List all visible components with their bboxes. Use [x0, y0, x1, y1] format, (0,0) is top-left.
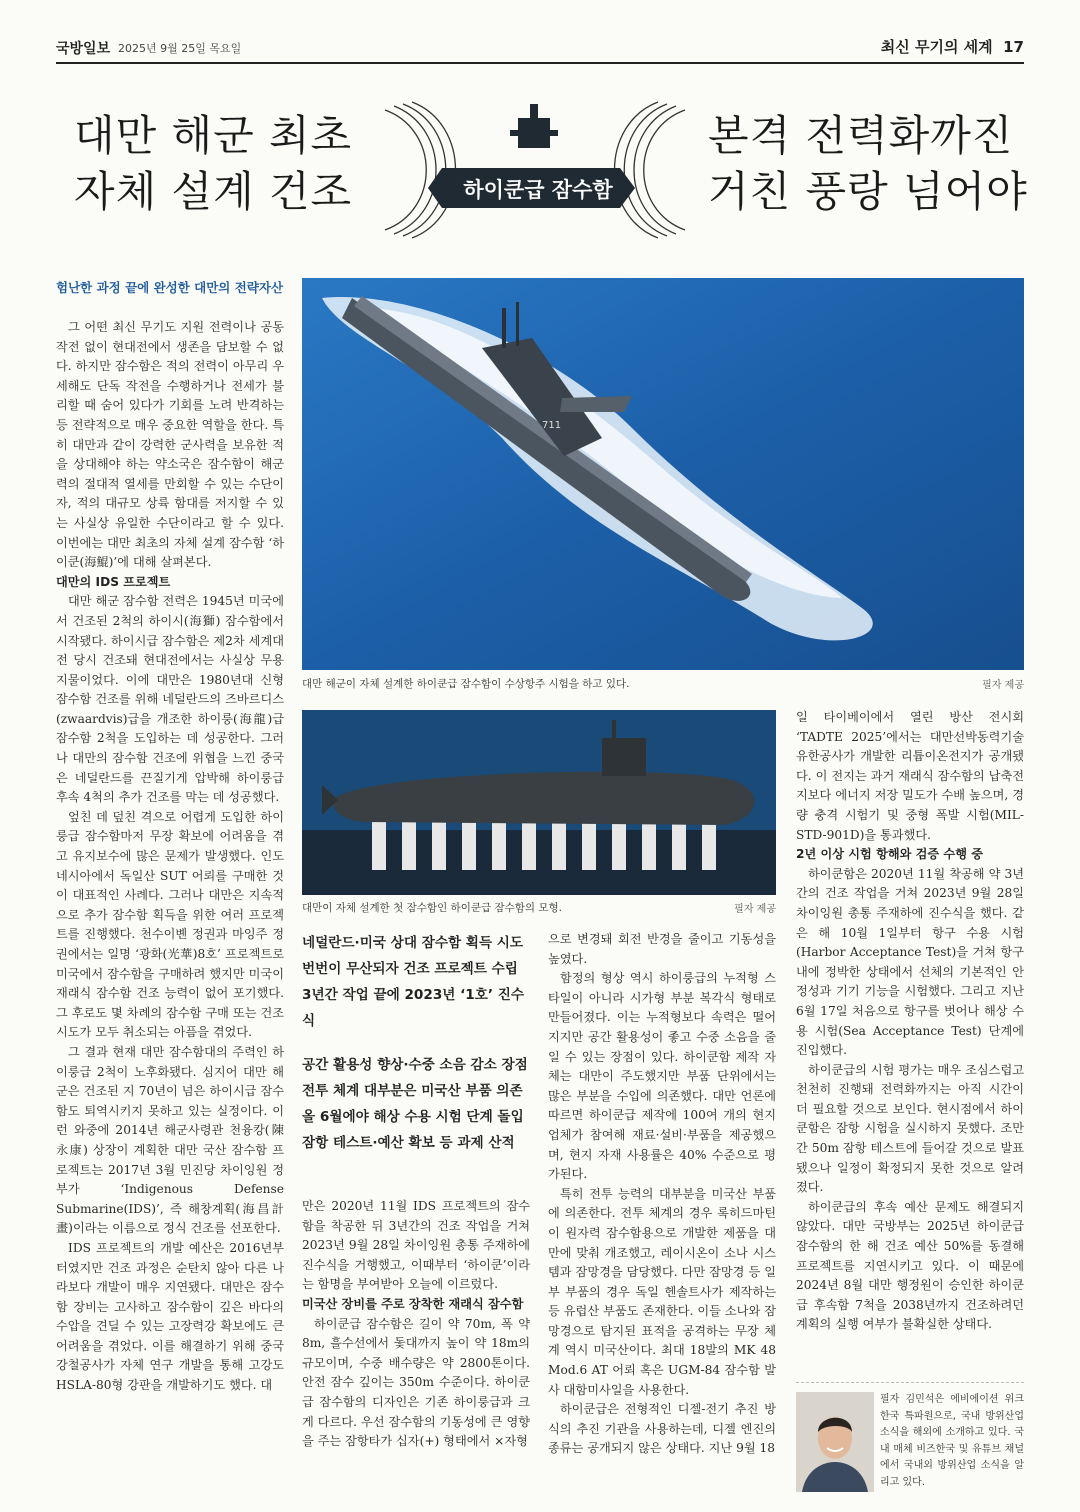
article-kicker: 험난한 과정 끝에 완성한 대만의 전략자산 [56, 280, 284, 295]
headline-left [74, 108, 352, 220]
paragraph: 일 타이베이에서 열린 방산 전시회 ‘TADTE 2025’에서는 대만선박동력기술유한공사가 개발한 리튬이온전지가 공개됐다. 이 전지는 과거 재래식 잠수함의 납축전지보다 에너지 저장 밀도가 수배 높으며, 경량 충격 시험기 및 중형 폭발 시험(MIL-STD-901D)을 통과했다. [796, 710, 1024, 842]
paragraph: 으로 변경돼 회전 반경을 줄이고 기동성을 높였다. [548, 932, 776, 966]
paragraph: 만은 2020년 11월 IDS 프로젝트의 잠수함을 착공한 뒤 3년간의 건조 작업을 거쳐 2023년 9월 28일 차이잉원 총통 주재하에 진수식을 거행했고, 이때부터 ‘하이쿤’이라는 함명을 부여받아 오늘에 이르렀다. [302, 1199, 530, 1292]
masthead: 국방일보 [56, 41, 111, 57]
issue-date: 2025년 9월 25일 목요일 [118, 42, 242, 55]
paragraph: 하이쿤함은 2020년 11월 착공해 약 3년간의 건조 작업을 거쳐 2023년 9월 28일 차이잉원 총통 주재하에 진수식을 했다. 같은 해 10월 1일부터 항구 수용 시험(Harbor Acceptance Test)을 거쳐 항구 내에 정박한 상태에서 선체의 기본적인 안정성과 기기 기능을 시험했다. 그리고 지난 6월 17일 처음으로 항구를 벗어나 해상 수용 시험(Sea Acceptance Test) 단계에 진입했다. [796, 866, 1024, 1058]
hull-number: 711 [542, 420, 562, 431]
paragraph: 하이쿤급의 후속 예산 문제도 해결되지 않았다. 대만 국방부는 2025년 하이쿤급 잠수함의 한 해 건조 예산 50%를 동결해 프로젝트를 지연시키고 있다. 이 때문에 2024년 8월 대만 행정원이 승인한 하이쿤급 후속함 7척을 2038년까지 건조하려던 계획의 실행 여부가 불확실한 상태다. [796, 1199, 1024, 1332]
paragraph: 엎친 데 덮친 격으로 어렵게 도입한 하이룽급 잠수함마저 무장 확보에 어려움을 겪고 유지보수에 많은 문제가 발생했다. 인도네시아에서 독일산 SUT 어뢰를 구매한 것이 대표적인 사례다. 그러나 대만은 지속적으로 추가 잠수함 획득을 위한 여러 프로젝트를 진행했다. 천수이볜 정권과 마잉주 정권에서는 일명 ‘광화(光華)8호’ 프로젝트로 미국에서 잠수함을 구매하려 했지만 미국이 재래식 잠수함 건조 능력이 없어 포기했다. 그 후로도 몇 차례의 잠수함 구매 또는 건조 시도가 모두 취소되는 아픔을 겪었다. [56, 809, 284, 1040]
pull-quote-line: 공간 활용성 향상·수중 소음 감소 장점 [302, 1057, 528, 1073]
paragraph: 그 결과 현재 대만 잠수함대의 주력인 하이룽급 2척이 노후화됐다. 심지어 대만 해군은 건조된 지 70년이 넘은 하이시급 잠수함도 퇴역시키지 못하고 있는 실정이다. 이런 와중에 2014년 해군사령관 천융캉(陳永康) 상장이 계획한 대만 국산 잠수함 프로젝트는 2017년 3월 민진당 차이잉원 정부가 ‘Indigenous Defense Submarine(IDS)’, 즉 해창계획(海昌計畫)이라는 이름으로 정식 건조를 선포한다. [56, 1044, 284, 1236]
submarine-photo [302, 278, 1024, 670]
bio-divider [796, 1382, 1024, 1383]
paragraph: 하이쿤급의 시험 평가는 매우 조심스럽고 천천히 진행돼 전력화까지는 아직 시간이 더 필요할 것으로 보인다. 현시점에서 하이쿤함은 잠항 시험을 실시하지 못했다. 조만간 50m 잠항 테스트에 들어갈 것으로 발표됐으나 일정이 확정되지 못한 것으로 알려졌다. [796, 1062, 1024, 1195]
subheading: 2년 이상 시험 항해와 검증 수행 중 [796, 847, 983, 862]
pull-quote-line: 3년간 작업 끝에 2023년 ‘1호’ 진수식 [302, 987, 525, 1029]
article-column-1 [56, 318, 284, 1493]
paragraph: IDS 프로젝트의 개발 예산은 2016년부터였지만 건조 과정은 순탄치 않아 다른 나라보다 개발이 매우 지연됐다. 대만은 잠수함 장비는 고사하고 잠수함이 깊은 바다의 수압을 견딜 수 있는 고장력강 확보에도 큰 어려움을 겪었다. 이를 해결하기 위해 중국강철공사가 자체 연구 개발을 통해 고강도 HSLA-80형 강판을 개발하기도 했다. 대 [56, 1240, 284, 1393]
photo-credit: 필자 제공 [982, 680, 1024, 691]
article-column-4 [796, 708, 1024, 1368]
author-photo [796, 1392, 874, 1492]
model-photo-caption: 대만이 자체 설계한 첫 잠수함인 하이쿤급 잠수함의 모형. 필자 제공 [302, 902, 776, 915]
headline-left-line1: 대만 해군 최초 [74, 111, 353, 160]
subheading: 미국산 장비를 주로 장착한 재래식 잠수함 [302, 1296, 524, 1311]
pull-quote-line: 전투 체계 대부분은 미국산 부품 의존 [302, 1083, 523, 1099]
page-number: 17 [1003, 38, 1024, 56]
emblem-label: 하이쿤급 잠수함 [463, 178, 613, 202]
pull-quote-line: 올 6월에야 해상 수용 시험 단계 돌입 [302, 1109, 524, 1125]
paragraph: 하이쿤급 잠수함은 길이 약 70m, 폭 약 8m, 흘수선에서 돛대까지 높이 약 18m의 규모이며, 수중 배수량은 약 2800톤이다. 안전 잠수 깊이는 350m 수준이다. 하이쿤급 잠수함의 디자인은 기존 하이룽급과 크게 다르다. 우선 잠수함의 기동성에 큰 영향을 주는 잠항타가 십자(+) 형태에서 ×자형 [302, 1316, 530, 1449]
pull-quote [302, 930, 530, 1156]
author-bio: 필자 김민석은 에비에이션 위크 한국 특파원으로, 국내 방위산업 소식을 해외에 소개하고 있다. 국내 매체 비즈한국 및 유튜브 채널에서 국내외 방위산업 소식을 알리고 있다. [880, 1394, 1024, 1488]
submarine-model-photo [302, 710, 776, 895]
paragraph: 특히 전투 능력의 대부분을 미국산 부품에 의존한다. 전투 체계의 경우 록히드마틴이 원자력 잠수함용으로 개발한 제품을 대만에 맞춰 개조했고, 레이시온이 소나 시스템과 잠망경을 담당했다. 다만 잠망경 등 일부 부품의 경우 독일 헨솔트사가 제작하는 등 유럽산 부품도 존재한다. 이들 소나와 잠망경으로 탐지된 표적을 공격하는 무장 체계 역시 미국산이다. 최대 18발의 MK 48 Mod.6 AT 어뢰 혹은 UGM-84 잠수함 발사 대함미사일을 사용한다. [548, 1186, 776, 1397]
pull-quote-line: 잠항 테스트·예산 확보 등 과제 산적 [302, 1135, 515, 1151]
headline-right-line1: 본격 전력화까진 [708, 111, 1014, 160]
paragraph: 그 어떤 최신 무기도 지원 전력이나 공동작전 없이 현대전에서 생존을 담보할 수 없다. 하지만 잠수함은 적의 전력이 아무리 우세해도 단독 작전을 수행하거나 전세가 불리할 때 숨어 있다가 기회를 노려 반격하는 등 전략적으로 매우 중요한 역할을 한다. 특히 대만과 같이 강력한 군사력을 보유한 적을 상대해야 하는 약소국은 잠수함이 해군력의 절대적 열세를 만회할 수 있는 수단이자, 적의 대규모 상륙 함대를 저지할 수 있는 사실상 유일한 수단이라고 할 수 있다. 이번에는 대만 최초의 자체 설계 잠수함 ‘하이쿤(海鯤)’에 대해 살펴본다. [56, 320, 284, 570]
paragraph: 대만 해군 잠수함 전력은 1945년 미국에서 건조된 2척의 하이시(海獅) 잠수함에서 시작됐다. 하이시급 잠수함은 제2차 세계대전 당시 건조돼 현대전에서는 사실상 무용지물이었다. 이에 대만은 1980년대 신형 잠수함 건조를 위해 네덜란드의 즈바르디스(zwaardvis)급을 개조한 하이룽(海龍)급 잠수함 2척을 도입하는 데 성공한다. 그러나 대만의 잠수함 건조에 위협을 느낀 중국은 네덜란드를 끈질기게 압박해 하이룽급 후속 4척의 추가 건조를 막는 데 성공했다. [56, 594, 284, 805]
pull-quote-line: 네덜란드·미국 상대 잠수함 획득 시도 [302, 935, 524, 951]
article-column-2 [302, 1197, 530, 1497]
section-title: 최신 무기의 세계 17 [880, 38, 1024, 56]
article-column-3 [548, 930, 776, 1500]
headline-right-line2: 거친 풍랑 넘어야 [708, 167, 1028, 216]
pull-quote-line: 번번이 무산되자 건조 프로젝트 수립 [302, 961, 518, 977]
photo-caption: 대만 해군이 자체 설계한 하이쿤급 잠수함이 수상항주 시험을 하고 있다. 필자 제공 [302, 678, 1024, 691]
headline-left-line2: 자체 설계 건조 [74, 167, 353, 216]
photo-credit: 필자 제공 [734, 904, 776, 915]
page-header [56, 36, 1024, 64]
subheading: 대만의 IDS 프로젝트 [56, 574, 171, 589]
paragraph: 함정의 형상 역시 하이룽급의 누적형 스타일이 아니라 시가형 부분 복각식 형태로 만들어졌다. 이는 누적형보다 속력은 떨어지지만 공간 활용성이 좋고 수중 소음을 줄일 수 있는 장점이 있다. 하이쿤함 제작 자체는 대만이 주도했지만 부품 단위에서는 많은 부분을 수입에 의존했다. 대만 언론에 따르면 하이쿤급 제작에 100여 개의 현지 업체가 참여해 재료·설비·부품을 제공했으며, 현지 자재 사용률은 40% 수준으로 평가된다. [548, 971, 776, 1182]
headline-right [708, 108, 1028, 220]
paragraph: 하이쿤급은 전형적인 디젤-전기 추진 방식의 추진 기관을 사용하는데, 디젤 엔진의 종류는 공개되지 않은 상태다. 지난 9월 18 [548, 1402, 776, 1456]
